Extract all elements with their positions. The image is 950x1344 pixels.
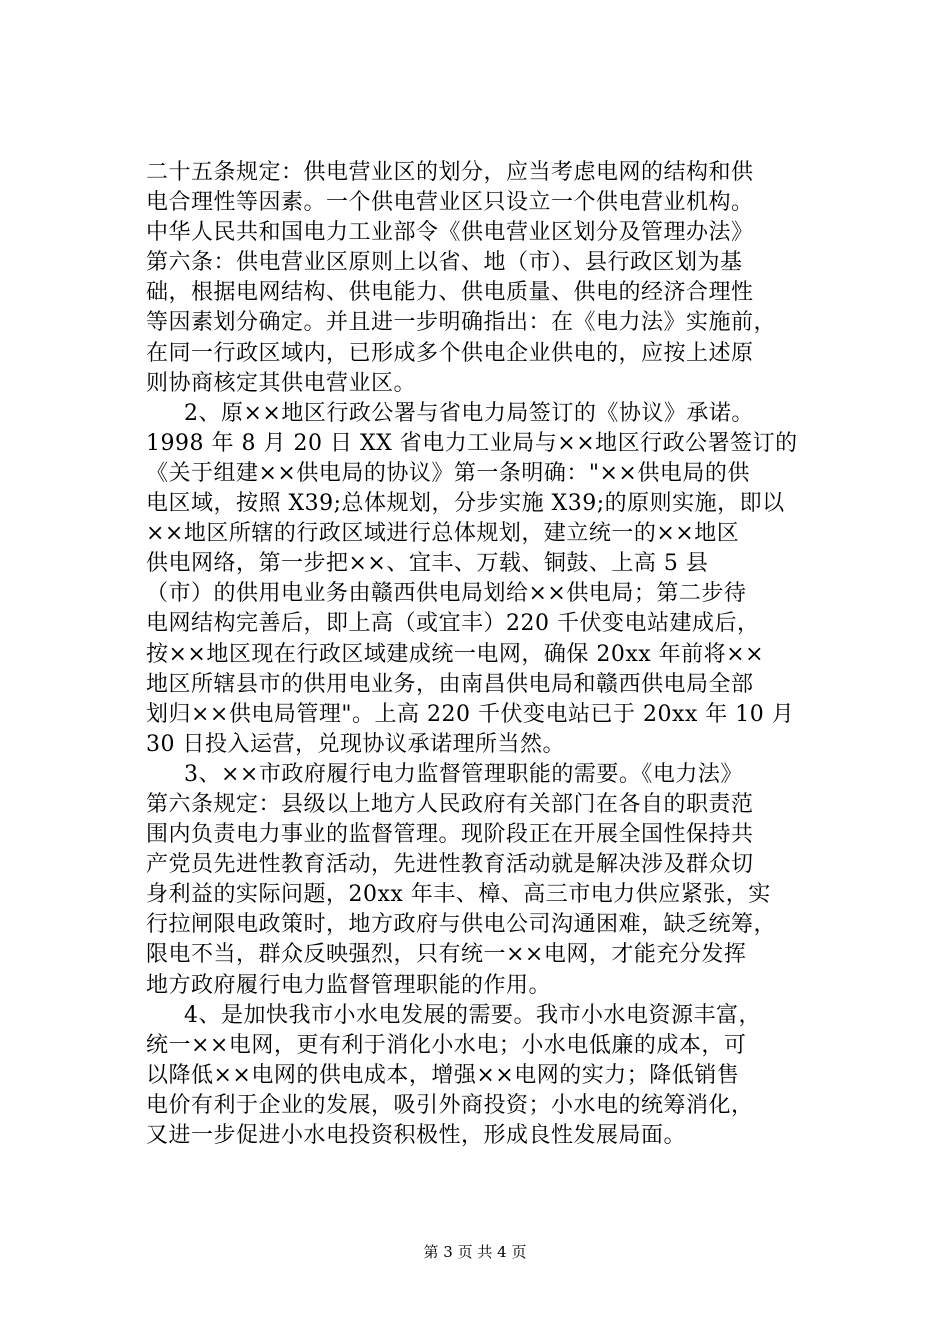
paragraph-government-supervision — [146, 760, 836, 1001]
text-line: 围内负责电力事业的监督管理。现阶段正在开展全国性保持共 — [146, 822, 754, 848]
paragraph-small-hydropower — [146, 1001, 836, 1151]
text-line: 4、是加快我市小水电发展的需要。我市小水电资源丰富， — [184, 1002, 761, 1028]
text-line: 行拉闸限电政策时，地方政府与供电公司沟通困难，缺乏统筹， — [146, 912, 777, 938]
text-line: ××地区所辖的行政区域进行总体规划，建立统一的××地区 — [146, 521, 740, 547]
text-line: 《关于组建××供电局的协议》第一条明确："××供电局的供 — [146, 460, 750, 486]
text-line: 统一××电网，更有利于消化小水电；小水电低廉的成本，可 — [146, 1032, 747, 1058]
text-line: 等因素划分确定。并且进一步明确指出：在《电力法》实施前， — [146, 310, 777, 336]
text-line: （市）的供用电业务由赣西供电局划给××供电局；第二步待 — [146, 581, 747, 607]
text-line: 30 日投入运营，兑现协议承诺理所当然。 — [146, 731, 565, 757]
text-line: 则协商核定其供电营业区。 — [146, 370, 417, 396]
text-line: 电价有利于企业的发展，吸引外商投资；小水电的统筹消化， — [146, 1092, 754, 1118]
text-line: 二十五条规定：供电营业区的划分，应当考虑电网的结构和供 — [146, 160, 754, 185]
text-line: 中华人民共和国电力工业部令《供电营业区划分及管理办法》 — [146, 220, 754, 246]
text-line: 产党员先进性教育活动，先进性教育活动就是解决涉及群众切 — [146, 852, 754, 878]
document-body — [146, 158, 836, 1151]
text-line: 2、原××地区行政公署与省电力局签订的《协议》承诺。 — [184, 400, 754, 426]
text-line: 第六条规定：县级以上地方人民政府有关部门在各自的职责范 — [146, 791, 754, 817]
text-line: 又进一步促进小水电投资积极性，形成良性发展局面。 — [146, 1123, 687, 1148]
paragraph-article-25 — [146, 158, 836, 399]
text-line: 地区所辖县市的供用电业务，由南昌供电局和赣西供电局全部 — [146, 671, 754, 697]
text-line: 以降低××电网的供电成本，增强××电网的实力；降低销售 — [146, 1062, 740, 1088]
text-line: 电区域，按照 X39;总体规划，分步实施 X39;的原则实施，即以 — [146, 491, 785, 517]
text-line: 在同一行政区域内，已形成多个供电企业供电的，应按上述原 — [146, 340, 754, 366]
text-line: 3、××市政府履行电力监督管理职能的需要。《电力法》 — [184, 761, 743, 787]
text-line: 限电不当，群众反映强烈，只有统一××电网，才能充分发挥 — [146, 942, 747, 968]
text-line: 供电网络，第一步把××、宜丰、万载、铜鼓、上高 5 县 — [146, 551, 709, 577]
text-line: 电网结构完善后，即上高（或宜丰）220 千伏变电站建成后， — [146, 611, 760, 637]
page-number-footer: 第 3 页 共 4 页 — [423, 1243, 527, 1261]
text-line: 划归××供电局管理"。上高 220 千伏变电站已于 20xx 年 10 月 — [146, 701, 795, 727]
text-line: 按××地区现在行政区域建成统一电网，确保 20xx 年前将×× — [146, 641, 765, 667]
text-line: 础，根据电网结构、供电能力、供电质量、供电的经济合理性 — [146, 280, 754, 306]
text-line: 电合理性等因素。一个供电营业区只设立一个供电营业机构。 — [146, 190, 754, 216]
text-line: 身利益的实际问题，20xx 年丰、樟、高三市电力供应紧张，实 — [146, 882, 771, 908]
text-line: 1998 年 8 月 20 日 XX 省电力工业局与××地区行政公署签订的 — [146, 430, 798, 456]
paragraph-agreement — [146, 399, 836, 760]
text-line: 第六条：供电营业区原则上以省、地（市）、县行政区划为基 — [146, 250, 743, 276]
text-line: 地方政府履行电力监督管理职能的作用。 — [146, 972, 552, 998]
